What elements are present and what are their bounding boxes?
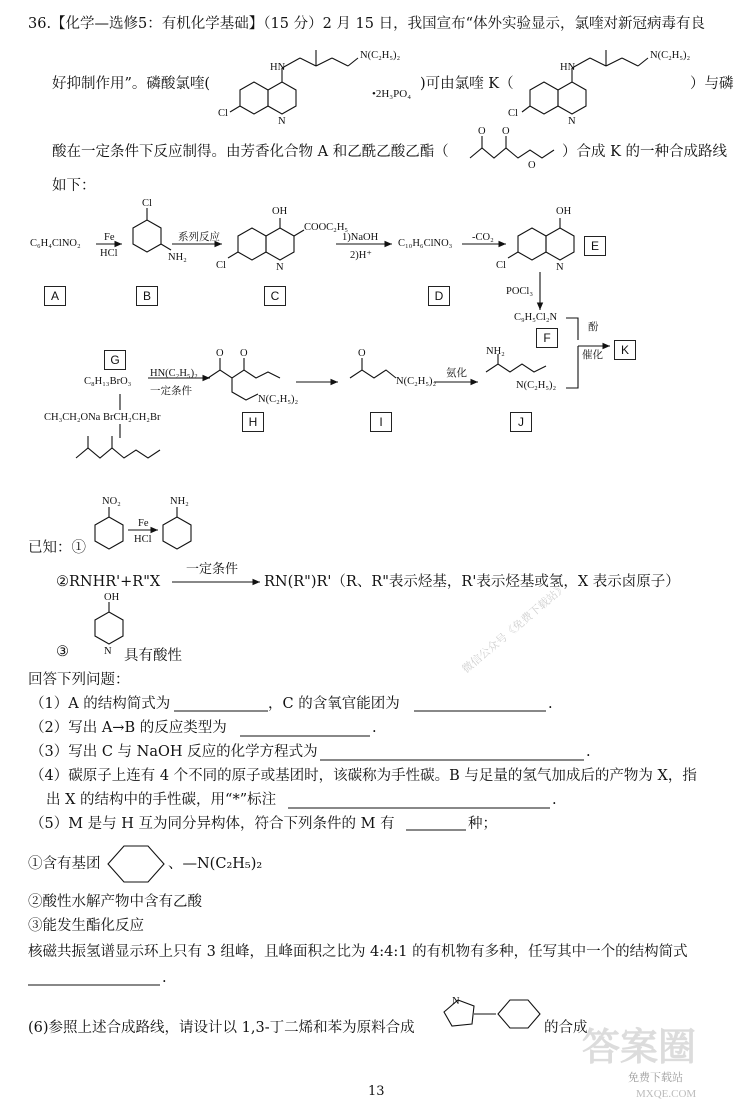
known-rule2-cond: 一定条件 (186, 562, 239, 577)
stamp-logo: 答案圈 (582, 1025, 697, 1069)
e-cl: Cl (496, 260, 506, 271)
catalyze-label: 催化 (582, 350, 603, 361)
pyridinol-ring (95, 612, 123, 644)
cond-label: 一定条件 (150, 386, 192, 397)
known-rule3-num: ③ (56, 644, 69, 660)
e-oh: OH (556, 206, 572, 217)
label-g: G (104, 350, 126, 370)
question-line-2a: 好抑制作用”。磷酸氯喹( (52, 76, 211, 92)
q2-end: . (372, 720, 377, 736)
question-line-3: 酸在一定条件下反应制得。由芳香化合物 A 和乙酰乙酸乙酯（ (52, 144, 449, 160)
h-net2: N(C₂H₅)₂ (258, 394, 299, 405)
aniline-ring (163, 517, 191, 549)
pyrroline-n: N (452, 996, 460, 1007)
label-i: I (370, 412, 392, 432)
c-ring-2 (266, 228, 294, 260)
label-j: J (510, 412, 532, 432)
question-line-4: 如下： (52, 178, 96, 194)
known-rule3-text: 具有酸性 (124, 648, 182, 664)
hn-reagent: HN(C₂H₅)₂ (150, 368, 198, 379)
benzene-ring (498, 1000, 540, 1028)
j-net2: N(C₂H₅)₂ (516, 380, 557, 391)
chloroquine-structure-2 (522, 50, 648, 114)
known-rule2-right: RN(R")R'（R、R"表示烃基，R'表示烃基或氢，X 表示卤原子） (264, 574, 680, 590)
q1b: ，C 的含氧官能团为 (268, 696, 400, 712)
g-formula: C₈H₁₃BrO₃ (84, 376, 132, 387)
page-number: 13 (368, 1084, 385, 1099)
nmr: 核磁共振氢谱显示环上只有 3 组峰，且峰面积之比为 4:4:1 的有机物有多种，任写其中一个的结构简式 (28, 944, 688, 960)
e-ring-1 (518, 228, 546, 260)
q6b: 的合成 (544, 1020, 588, 1036)
naoh-label: 1)NaOH (342, 232, 379, 243)
question-line-3b: ）合成 K 的一种合成路线 (562, 144, 728, 160)
c-ester: COOC₂H₅ (304, 222, 349, 233)
a-formula: C₆H₄ClNO₂ (30, 238, 81, 249)
f-formula: C₉H₅Cl₂N (514, 312, 558, 323)
known-intro: 已知：① (28, 540, 86, 556)
nh2-label: NH₂ (170, 496, 189, 507)
series-react-label: 系列反应 (178, 232, 220, 243)
q2: （2）写出 A→B 的反应类型为 (30, 720, 227, 736)
c-ring-1 (238, 228, 266, 260)
c3: ③能发生酯化反应 (28, 918, 144, 934)
pocl3-label: POCl₃ (506, 286, 534, 297)
acid-label: 酚 (588, 322, 599, 333)
e-ring-2 (546, 228, 574, 260)
no2-label: NO₂ (102, 496, 121, 507)
reactants-label: CH₃CH₂ONa BrCH₂CH₂Br (44, 412, 161, 423)
hn-label-1: HN (270, 62, 286, 73)
i-o: O (358, 348, 366, 359)
q6a: (6)参照上述合成路线，请设计以 1,3-丁二烯和苯为原料合成 (28, 1020, 415, 1036)
ammonia-label: 氨化 (446, 368, 467, 379)
known-hcl: HCl (134, 534, 152, 545)
cl-label-1: Cl (218, 108, 228, 119)
q4b: 出 X 的结构中的手性碳，用“*”标注 (46, 792, 277, 808)
q1-end: . (548, 696, 553, 712)
label-c: C (264, 286, 286, 306)
stamp-url: MXQE.COM (636, 1088, 697, 1100)
o-label-b: O (502, 126, 510, 137)
q4a: （4）碳原子上连有 4 个不同的原子或基团时，该碳称为手性碳。B 与足量的氢气加成后的产物为 X，指 (30, 768, 697, 784)
i-net2: N(C₂H₅)₂ (396, 376, 437, 387)
known-fe: Fe (138, 518, 149, 529)
j-nh2: NH₂ (486, 346, 505, 357)
hcl-label: HCl (100, 248, 118, 259)
q3: （3）写出 C 与 NaOH 反应的化学方程式为 (30, 744, 318, 760)
j-chain (486, 364, 546, 372)
cl-label-2: Cl (508, 108, 518, 119)
watermark-text: 微信公众号《免费下载站》 (459, 580, 570, 676)
b-cl: Cl (142, 198, 152, 209)
d-formula: C₁₀H₆ClNO₃ (398, 238, 453, 249)
label-d: D (428, 286, 450, 306)
co2-label: -CO₂ (472, 232, 494, 243)
h3po4-label: •2H₃PO₄ (372, 88, 412, 100)
n-label-2: N (568, 116, 576, 127)
nmr-end: . (162, 970, 167, 986)
o-label-a: O (478, 126, 486, 137)
c1b: 、—N(C₂H₅)₂ (168, 856, 263, 872)
label-e: E (584, 236, 606, 256)
hn-label-2: HN (560, 62, 576, 73)
q1a: （1）A 的结构简式为 (30, 696, 171, 712)
acetoacetate-2 (76, 448, 160, 458)
question-line-2b: )可由氯喹 K（ (420, 76, 514, 92)
known-rule2-left: ②RNHR'+R"X (56, 574, 161, 590)
footer-site: 免费下载站 (628, 1072, 683, 1084)
o-label-c: O (528, 160, 536, 171)
label-h: H (242, 412, 264, 432)
chloroquine-structure-1 (230, 50, 358, 114)
n-et2-label-2: N(C₂H₅)₂ (650, 50, 691, 61)
label-b: B (136, 286, 158, 306)
label-k: K (614, 340, 636, 360)
c-oh: OH (272, 206, 288, 217)
c1a: ①含有基团 (28, 856, 101, 872)
q4-end: . (552, 792, 557, 808)
fe-label: Fe (104, 232, 115, 243)
ethyl-acetoacetate-structure (470, 136, 554, 158)
q5-end: 种； (468, 816, 497, 832)
c-n: N (276, 262, 284, 273)
q3-end: . (586, 744, 591, 760)
cyclohexane-ring (108, 846, 164, 882)
h-o2: O (240, 348, 248, 359)
e-n: N (556, 262, 564, 273)
known-rule3-n: N (104, 646, 112, 657)
b-nh2: NH₂ (168, 252, 187, 263)
question-line-1: 36.【化学—选修5：有机化学基础】（15 分）2 月 15 日，我国宣布“体外实验显示，氯喹对新冠病毒有良 (28, 16, 706, 32)
nitrobenzene-ring (95, 517, 123, 549)
c2: ②酸性水解产物中含有乙酸 (28, 894, 202, 910)
n-label-1: N (278, 116, 286, 127)
known-rule3-oh: OH (104, 592, 120, 603)
n-et2-label-1: N(C₂H₅)₂ (360, 50, 401, 61)
label-f: F (536, 328, 558, 348)
q5: （5）M 是与 H 互为同分异构体，符合下列条件的 M 有 (30, 816, 395, 832)
h-plus-label: 2)H⁺ (350, 250, 372, 261)
label-a: A (44, 286, 66, 306)
h-chain (208, 370, 280, 378)
b-ring (133, 220, 161, 252)
question-line-2c: ）与磷 (690, 76, 734, 92)
answers-intro: 回答下列问题： (28, 672, 130, 688)
i-chain (350, 370, 396, 378)
h-o1: O (216, 348, 224, 359)
c-cl: Cl (216, 260, 226, 271)
